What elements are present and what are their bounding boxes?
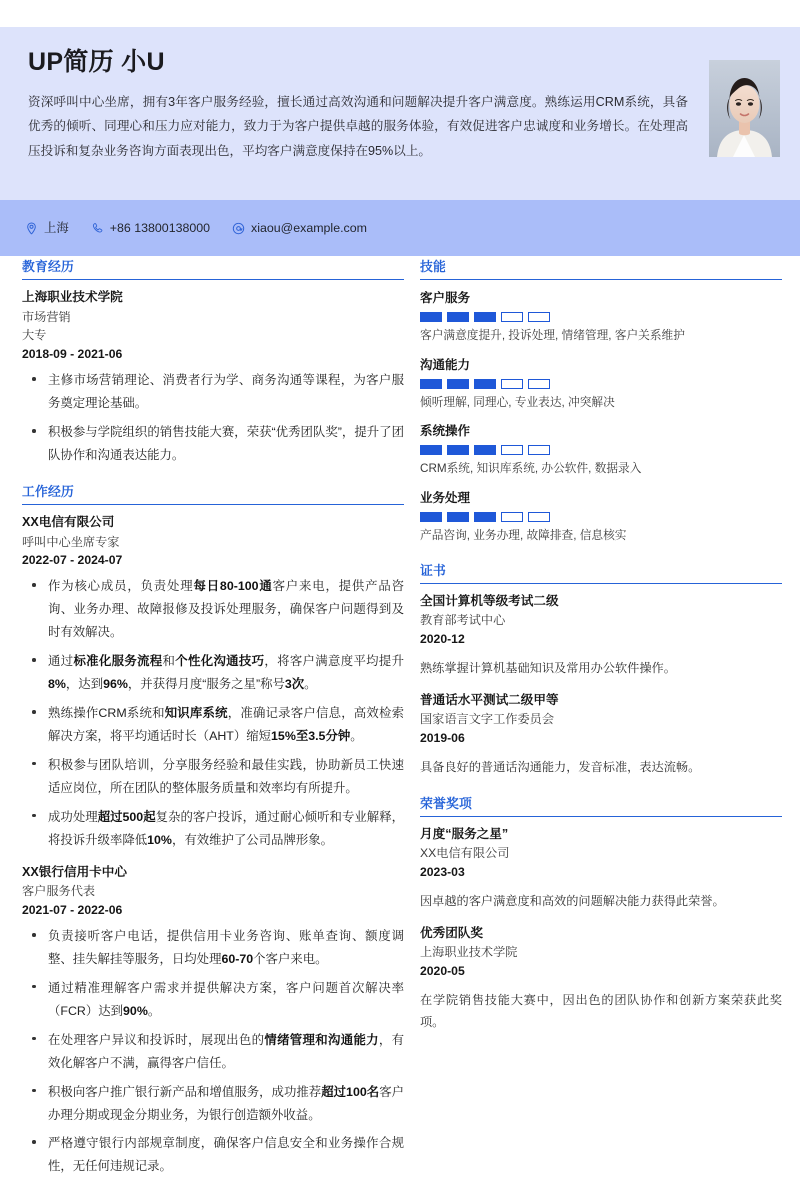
contact-bar	[0, 200, 800, 256]
section-work	[22, 481, 404, 1178]
skill-item	[420, 288, 782, 346]
skill-name: 沟通能力	[420, 357, 471, 372]
bullet-item: 成功处理超过500起复杂的客户投诉，通过耐心倾听和专业解释，将投诉升级率降低10%，有效维护了公司品牌形象。	[22, 806, 404, 852]
section-honors	[420, 793, 782, 1034]
location-pin-icon	[25, 222, 38, 235]
resume-entry	[420, 592, 782, 680]
entry-role: 客户服务代表	[22, 884, 96, 899]
entry-organization: 月度“服务之星”	[420, 826, 509, 841]
skill-name: 系统操作	[420, 424, 471, 439]
entry-date: 2022-07 - 2024-07	[22, 553, 123, 568]
skill-level-meter	[420, 312, 782, 322]
work-entry-list	[22, 513, 404, 1178]
avatar	[709, 60, 780, 157]
bullet-item: 作为核心成员，负责处理每日80-100通客户来电，提供产品咨询、业务办理、故障报修及投诉处理服务，确保客户问题得到及时有效解决。	[22, 575, 404, 644]
skill-item	[420, 355, 782, 413]
entry-organization: XX银行信用卡中心	[22, 864, 127, 879]
skill-name: 客户服务	[420, 291, 471, 305]
skill-level-segment	[447, 379, 469, 389]
contact-email	[232, 222, 367, 235]
bullet-item: 熟练操作CRM系统和知识库系统，准确记录客户信息，高效检索解决方案，将平均通话时长（AHT）缩短15%至3.5分钟。	[22, 702, 404, 748]
entry-date: 2020-05	[420, 963, 465, 978]
entry-bullet-list	[22, 575, 404, 851]
skill-level-segment	[501, 445, 523, 455]
resume-entry	[420, 924, 782, 1034]
skill-level-segment	[474, 312, 496, 322]
entry-date: 2018-09 - 2021-06	[22, 347, 123, 362]
phone-icon	[91, 222, 104, 235]
skill-level-meter	[420, 445, 782, 455]
bullet-item: 在处理客户异议和投诉时，展现出色的情绪管理和沟通能力，有效化解客户不满，赢得客户信任。	[22, 1029, 404, 1075]
resume-entry	[22, 863, 404, 1179]
at-email-icon	[232, 222, 245, 235]
entry-description: 熟练掌握计算机基础知识及常用办公软件操作。	[420, 661, 676, 676]
entry-date: 2023-03	[420, 865, 465, 880]
skill-level-meter	[420, 379, 782, 389]
entry-organization: 普通话水平测试二级甲等	[420, 692, 559, 707]
skill-level-segment	[447, 312, 469, 322]
entry-issuer: 上海职业技术学院	[420, 945, 518, 960]
honor-entry-list	[420, 825, 782, 1034]
entry-bullet-list	[22, 925, 404, 1178]
contact-location	[25, 222, 69, 235]
skill-level-segment	[528, 445, 550, 455]
section-education	[22, 256, 404, 467]
resume-entry	[420, 825, 782, 913]
bullet-item: 积极向客户推广银行新产品和增值服务，成功推荐超过100名客户办理分期或现金分期业务，为银行创造额外收益。	[22, 1081, 404, 1127]
entry-description: 因卓越的客户满意度和高效的问题解决能力获得此荣誉。	[420, 893, 725, 908]
skill-level-segment	[420, 379, 442, 389]
entry-description: 在学院销售技能大赛中，因出色的团队协作和创新方案荣获此奖项。	[420, 992, 782, 1030]
contact-phone-text: +86 13800138000	[109, 220, 211, 235]
bullet-item: 通过标准化服务流程和个性化沟通技巧，将客户满意度平均提升8%，达到96%，并获得月度“服务之星”称号3次。	[22, 650, 404, 696]
skill-level-meter	[420, 512, 782, 522]
section-title-education: 教育经历	[22, 256, 404, 280]
bullet-item: 积极参与学院组织的销售技能大赛，荣获“优秀团队奖”，提升了团队协作和沟通表达能力。	[22, 421, 404, 467]
skill-level-segment	[474, 512, 496, 522]
bullet-item: 积极参与团队培训，分享服务经验和最佳实践，协助新员工快速适应岗位，所在团队的整体服务质量和效率均有所提升。	[22, 754, 404, 800]
skill-level-segment	[447, 512, 469, 522]
entry-role: 市场营销	[22, 309, 71, 324]
header-banner	[0, 27, 800, 200]
skill-item	[420, 421, 782, 479]
entry-role: 呼叫中心坐席专家	[22, 534, 120, 549]
profile-summary: 资深呼叫中心坐席，拥有3年客户服务经验，擅长通过高效沟通和问题解决提升客户满意度。熟练运用CRM系统，具备优秀的倾听、同理心和压力应对能力，致力于为客户提供卓越的服务体验，有效促进客户忠诚度和业务增长。在处理高压投诉和复杂业务咨询方面表现出色，平均客户满意度保持在95%以上。	[28, 94, 688, 158]
skill-level-segment	[420, 445, 442, 455]
skill-level-segment	[420, 312, 442, 322]
entry-issuer: XX电信有限公司	[420, 846, 510, 861]
skill-keywords: 倾听理解, 同理心, 专业表达, 冲突解决	[420, 395, 615, 409]
skill-level-segment	[501, 379, 523, 389]
section-title-certificates: 证书	[420, 560, 782, 584]
skill-keywords: CRM系统, 知识库系统, 办公软件, 数据录入	[420, 462, 642, 476]
certificate-entry-list	[420, 592, 782, 779]
education-entry-list	[22, 288, 404, 467]
section-title-work: 工作经历	[22, 481, 404, 505]
skill-keywords: 产品咨询, 业务办理, 故障排查, 信息核实	[420, 529, 627, 543]
skill-level-segment	[528, 312, 550, 322]
left-column	[22, 256, 404, 1192]
entry-issuer: 教育部考试中心	[420, 613, 506, 628]
page-title: UP简历 小U	[28, 48, 165, 76]
entry-organization: XX电信有限公司	[22, 514, 115, 529]
skill-level-segment	[420, 512, 442, 522]
bullet-item: 通过精准理解客户需求并提供解决方案，客户问题首次解决率（FCR）达到90%。	[22, 977, 404, 1023]
skill-level-segment	[447, 445, 469, 455]
section-certificates	[420, 560, 782, 779]
skill-level-segment	[474, 445, 496, 455]
contact-email-text: xiaou@example.com	[251, 220, 367, 235]
contact-phone	[91, 222, 210, 235]
entry-date: 2021-07 - 2022-06	[22, 903, 123, 918]
bullet-item: 严格遵守银行内部规章制度，确保客户信息安全和业务操作合规性，无任何违规记录。	[22, 1132, 404, 1178]
resume-entry	[22, 513, 404, 852]
skill-level-segment	[474, 379, 496, 389]
skill-level-segment	[528, 512, 550, 522]
skill-name: 业务处理	[420, 491, 471, 506]
entry-date: 2019-06	[420, 731, 465, 746]
entry-organization: 全国计算机等级考试二级	[420, 593, 559, 608]
bullet-item: 负责接听客户电话，提供信用卡业务咨询、账单查询、额度调整、挂失解挂等服务，日均处理60-70个客户来电。	[22, 925, 404, 971]
skill-level-segment	[501, 312, 523, 322]
entry-issuer: 国家语言文字工作委员会	[420, 712, 555, 727]
entry-description: 具备良好的普通话沟通能力，发音标准，表达流畅。	[420, 760, 701, 775]
entry-organization: 优秀团队奖	[420, 925, 483, 940]
section-skills	[420, 256, 782, 546]
entry-organization: 上海职业技术学院	[22, 290, 123, 304]
resume-entry	[22, 288, 404, 467]
contact-location-text: 上海	[44, 220, 69, 235]
entry-date: 2020-12	[420, 632, 465, 647]
skill-item	[420, 488, 782, 546]
skill-level-segment	[501, 512, 523, 522]
skill-level-segment	[528, 379, 550, 389]
skill-list	[420, 288, 782, 546]
entry-bullet-list	[22, 369, 404, 467]
entry-degree: 大专	[22, 328, 47, 343]
resume-entry	[420, 691, 782, 779]
bullet-item: 主修市场营销理论、消费者行为学、商务沟通等课程，为客户服务奠定理论基础。	[22, 369, 404, 415]
section-title-honors: 荣誉奖项	[420, 793, 782, 817]
skill-keywords: 客户满意度提升, 投诉处理, 情绪管理, 客户关系维护	[420, 329, 685, 342]
right-column	[420, 256, 782, 1048]
section-title-skills: 技能	[420, 256, 782, 280]
